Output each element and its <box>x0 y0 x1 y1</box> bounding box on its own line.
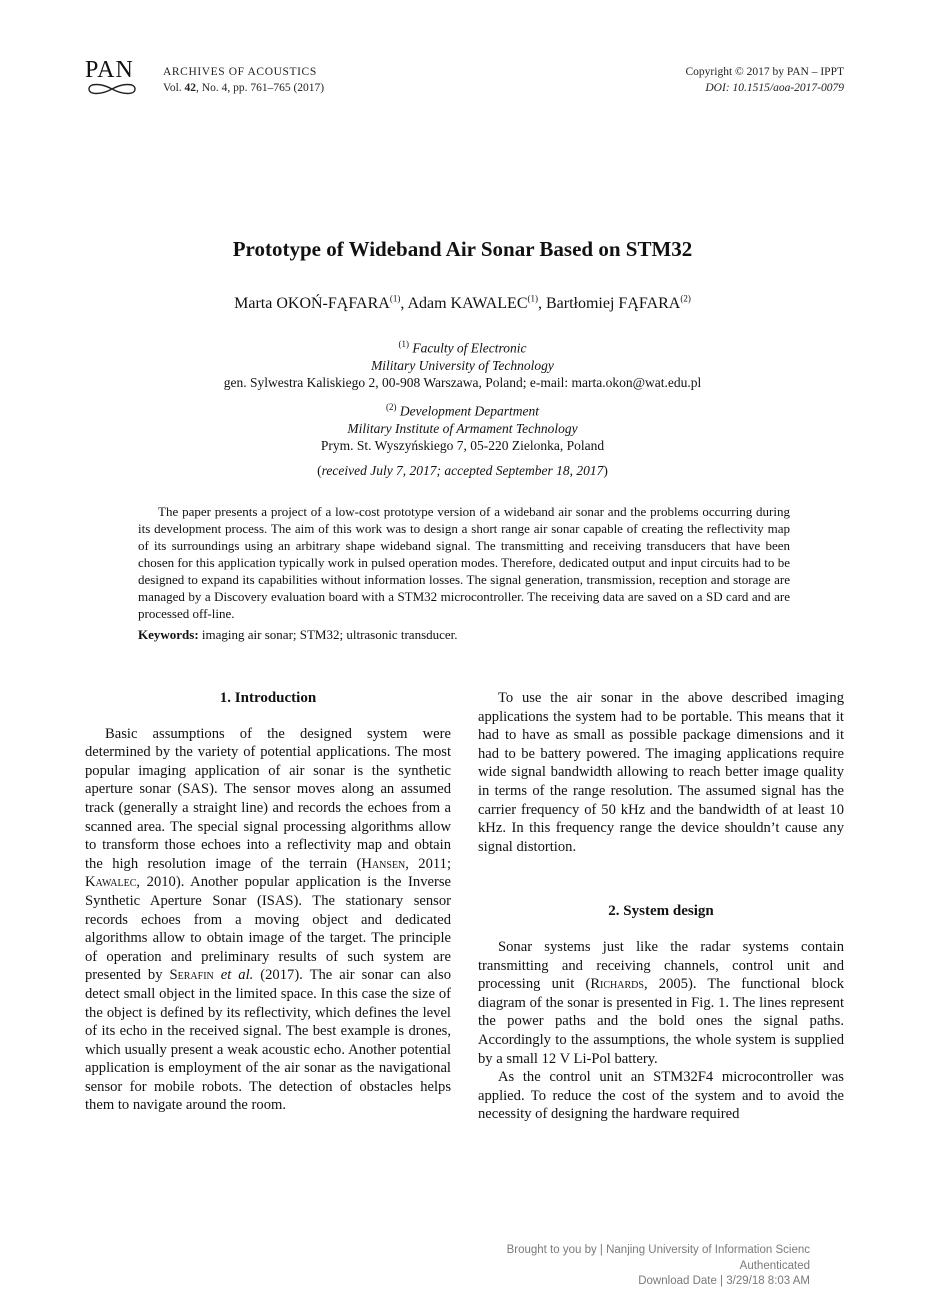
section-heading-system-design: 2. System design <box>608 903 714 920</box>
portability-paragraph: To use the air sonar in the above described imaging applications the system had to be portable. This means that it had to have as small as possible package dimensions and it had to be battery powered. The imaging applications require wide signal bandwidth allowing to reach better image quality in terms of the range resolution. The assumed signal has the carrier frequency of 50 kHz and the bandwidth of at least 10 kHz. In this frequency range the device shouldn’t cause any signal distortion. <box>478 690 844 855</box>
pan-logo <box>85 58 141 102</box>
volume-number: 42 <box>184 82 197 94</box>
left-column <box>85 689 451 1115</box>
affiliation-1: $^{(1)}$ Faculty of Electronic Military University of Technology gen. Sylwestra Kaliskiego 2, 00-908 Warszawa, Poland; e-mail: marta.okon@wat.edu.pl <box>223 339 702 390</box>
volume-info: Vol. 42, No. 4, pp. 761–765 (2017) <box>163 82 325 94</box>
abstract-text: The paper presents a project of a low-cost prototype version of a wideband air sonar and the problems occurring during its development process. The aim of this work was to design a short range air sonar capable of creating the reflectivity map of its surroundings using an arbitrary shape wideband signal. The transmitting and receiving transducers that have been chosen for this application typically work in pulsed operation modes. Therefore, dedicated output and input circuits had to be designed to expand its capabilities without information losses. The signal generation, transmission, reception and storage are managed by a Discovery evaluation board with a STM32 microcontroller. The receiving data are saved on a SD card and are processed off-line. <box>138 504 790 621</box>
journal-name: ARCHIVES OF ACOUSTICS <box>163 66 317 78</box>
section-heading-introduction: 1. Introduction <box>219 690 317 706</box>
abstract <box>138 503 790 643</box>
author-1: Marta OKOŃ-FĄFARA$^{(1)}$, <box>234 294 408 313</box>
right-column <box>478 689 844 1124</box>
copyright-info <box>686 66 844 94</box>
journal-info <box>163 66 324 94</box>
keywords: Keywords: imaging air sonar; STM32; ultrasonic transducer. <box>138 627 458 642</box>
logo-text: PAN <box>85 57 134 83</box>
author-3: Bartłomiej FĄFARA$^{(2)}$ <box>545 294 691 313</box>
received-dates: (received July 7, 2017; accepted September 18, 2017) <box>317 463 608 478</box>
authors <box>0 294 925 313</box>
author-2: Adam KAWALEC$^{(1)}$, <box>407 294 546 313</box>
control-unit-paragraph: As the control unit an STM32F4 microcontroller was applied. To reduce the cost of the system and to avoid the necessity of designing the hardware required <box>478 1069 844 1123</box>
footer-download-date: Download Date | 3/29/18 8:03 AM <box>638 1275 810 1287</box>
footer-brought-by: Brought to you by | Nanjing University of Information Scienc <box>506 1244 810 1256</box>
copyright: Copyright © 2017 by PAN – IPPT <box>685 66 844 78</box>
footer-authenticated: Authenticated <box>739 1259 810 1272</box>
download-footer <box>507 1243 810 1290</box>
paper-title: Prototype of Wideband Air Sonar Based on STM32 <box>232 237 693 261</box>
system-design-paragraph: Sonar systems just like the radar systems contain transmitting and receiving channels, control unit and processing unit (Richards, 2005). The functional block diagram of the sonar is presented in Fig. 1. The lines represent the power paths and the bold ones the signal paths. Accordingly to the assumptions, the whole system is supplied by a small 12 V Li-Pol battery. <box>478 938 845 1067</box>
affiliation-2: $^{(2)}$ Development Department Military Institute of Armament Technology Prym. St. Wyszyńskiego 7, 05-220 Zielonka, Poland <box>320 402 605 453</box>
intro-paragraph: Basic assumptions of the designed system were determined by the variety of potential applications. The most popular imaging application of air sonar is the synthetic aperture sonar (SAS). The sensor moves along an assumed track (generally a straight line) and records the echoes from a scanned area. The special signal processing algorithms allow to transform those echoes into a reflectivity map and obtain the high resolution image of the terrain (Hansen, 2011; Kawalec, 2010). Another popular application is the Inverse Synthetic Aperture Sonar (ISAS). The stationary sensor records echoes from a moving object and dedicated algorithms allow to obtain image of the target. The principle of operation and preliminary results of such system are presented by Serafin et al. (2017). The air sonar can also detect small object in the limited space. In this case the size of the object is defined by its reflectivity, which defines the level of its echo in the received signal. The best example is drones, which usually present a weak acoustic echo. Another potential application is employment of the air sonar as the navigational sensor for mobile robots. The detection of obstacles helps them to navigate around the room. <box>85 725 452 1114</box>
doi: DOI: 10.1515/aoa-2017-0079 <box>705 82 844 94</box>
